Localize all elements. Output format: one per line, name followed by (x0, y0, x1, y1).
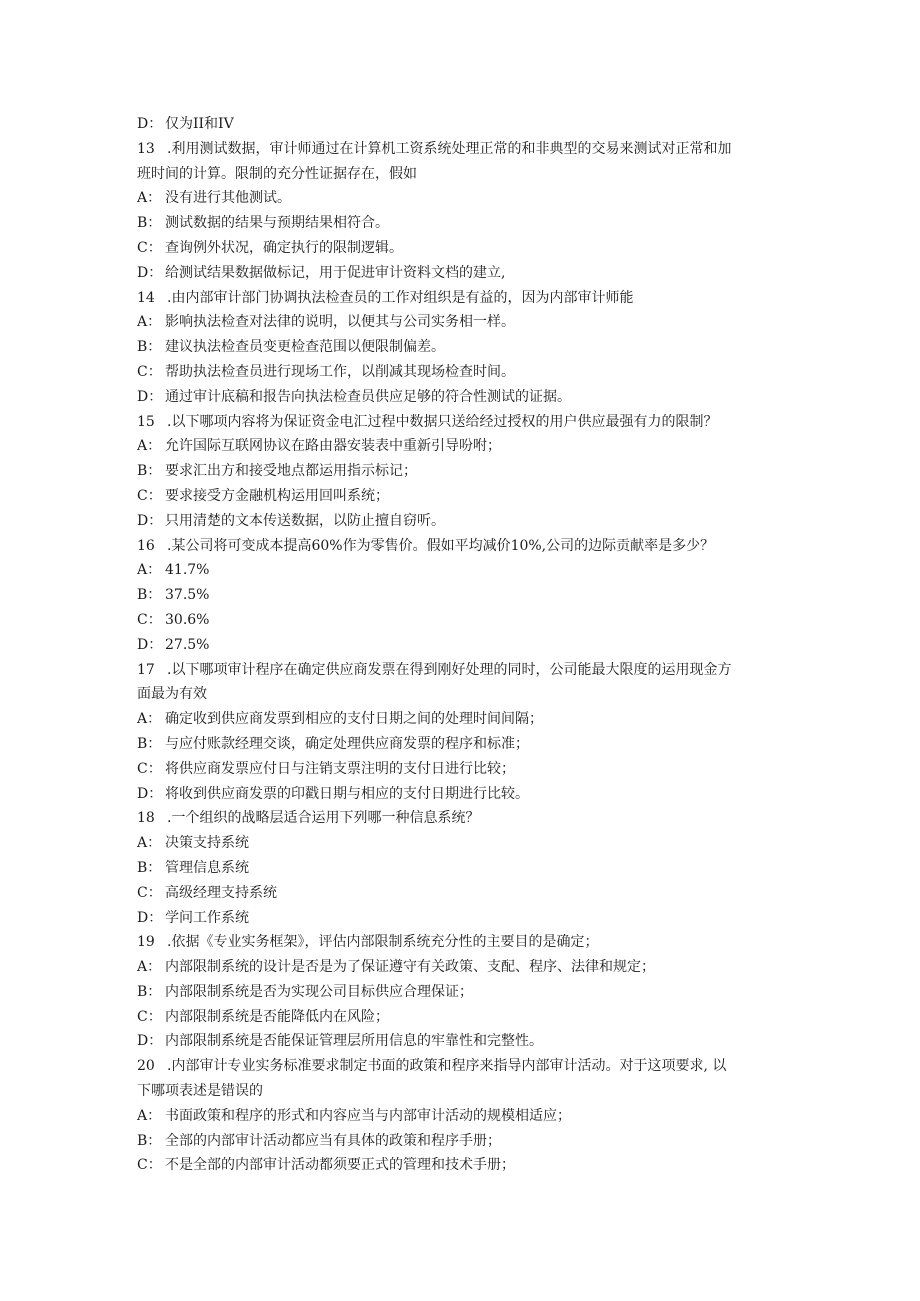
option-label: A： (137, 438, 162, 455)
option-label: C： (137, 884, 162, 901)
option-label: C： (137, 760, 162, 777)
option-text: 将收到供应商发票的印戳日期与相应的支付日期进行比较。 (165, 785, 529, 802)
answer-option (137, 211, 797, 236)
question-stem (137, 806, 797, 831)
option-text: 书面政策和程序的形式和内容应当与内部审计活动的规模相适应； (165, 1107, 571, 1124)
question-text: .内部审计专业实务标准要求制定书面的政策和程序来指导内部审计活动。对于这项要求, 以 (167, 1058, 727, 1075)
answer-option (137, 434, 797, 459)
question-stem (137, 137, 797, 162)
answer-option (137, 633, 797, 658)
answer-option (137, 459, 797, 484)
question-number: 17 (137, 661, 155, 678)
option-text: 内部限制系统的设计是否是为了保证遵守有关政策、支配、程序、法律和规定； (165, 959, 655, 976)
option-text: 内部限制系统是否能降低内在风险； (165, 1008, 389, 1025)
option-text: 测试数据的结果与预期结果相符合。 (165, 215, 389, 232)
option-label: B： (137, 587, 162, 604)
option-label: C： (137, 1008, 162, 1025)
option-label: A： (137, 190, 162, 207)
option-text: 允许国际互联网协议在路由器安装表中重新引导吩咐； (165, 438, 501, 455)
question-text: .某公司将可变成本提高60%作为零售价。假如平均减价10%,公司的边际贡献率是多少？ (167, 537, 715, 554)
answer-option (137, 261, 797, 286)
question-number: 14 (137, 289, 155, 306)
answer-option (137, 1129, 797, 1154)
answer-option (137, 732, 797, 757)
option-label: D： (137, 512, 163, 529)
answer-option (137, 707, 797, 732)
question-stem (137, 534, 797, 559)
answer-option (137, 782, 797, 807)
option-text: 内部限制系统是否为实现公司目标供应合理保证； (165, 983, 473, 1000)
question-number: 18 (137, 810, 155, 827)
option-text: 给测试结果数据做标记，用于促进审计资料文档的建立, (165, 264, 506, 281)
option-label: C： (137, 1157, 162, 1174)
answer-option (137, 906, 797, 931)
question-stem (137, 658, 797, 683)
question-text: .利用测试数据，审计师通过在计算机工资系统处理正常的和非典型的交易来测试对正常和加 (167, 140, 732, 157)
option-text: 高级经理支持系统 (165, 884, 277, 901)
option-text: 帮助执法检查员进行现场工作，以削减其现场检查时间。 (165, 363, 515, 380)
answer-option (137, 980, 797, 1005)
option-text: 不是全部的内部审计活动都须要正式的管理和技术手册； (165, 1157, 515, 1174)
answer-option (137, 608, 797, 633)
option-text: 全部的内部审计活动都应当有具体的政策和程序手册； (165, 1132, 501, 1149)
question-text: .以下哪项内容将为保证资金电汇过程中数据只送给经过授权的用户供应最强有力的限制？ (167, 413, 718, 430)
answer-option (137, 757, 797, 782)
option-text: 决策支持系统 (165, 835, 249, 852)
answer-option (137, 186, 797, 211)
question-stem (137, 286, 797, 311)
answer-option (137, 310, 797, 335)
answer-option (137, 509, 797, 534)
option-label: D： (137, 1033, 163, 1050)
question-text-continued: 面最为有效 (137, 686, 207, 703)
question-number: 13 (137, 140, 155, 157)
answer-option (137, 236, 797, 261)
option-label: C： (137, 239, 162, 256)
option-text: 要求接受方金融机构运用回叫系统； (165, 487, 389, 504)
answer-option (137, 360, 797, 385)
option-label: B： (137, 859, 162, 876)
option-text: 查询例外状况，确定执行的限制逻辑。 (165, 239, 403, 256)
option-label: A： (137, 711, 162, 728)
question-text: .一个组织的战略层适合运用下列哪一种信息系统？ (167, 810, 480, 827)
option-text: 影响执法检查对法律的说明，以便其与公司实务相一样。 (165, 314, 515, 331)
option-label: B： (137, 735, 162, 752)
option-label: A： (137, 1107, 162, 1124)
option-label: A： (137, 562, 162, 579)
option-label: A： (137, 959, 162, 976)
answer-option (137, 335, 797, 360)
question-text: .依据《专业实务框架》，评估内部限制系统充分性的主要目的是确定； (167, 934, 599, 951)
option-label: A： (137, 835, 162, 852)
question-stem (137, 1054, 797, 1079)
option-label: B： (137, 1132, 162, 1149)
option-text: 只用清楚的文本传送数据，以防止擅自窃听。 (165, 512, 445, 529)
answer-option (137, 112, 797, 137)
option-text: 建议执法检查员变更检查范围以便限制偏差。 (165, 339, 445, 356)
option-text: 管理信息系统 (165, 859, 249, 876)
option-label: D： (137, 636, 163, 653)
option-text: 37.5% (165, 587, 210, 604)
option-text: 27.5% (165, 636, 210, 653)
question-text: .以下哪项审计程序在确定供应商发票在得到刚好处理的同时，公司能最大限度的运用现金方 (167, 661, 732, 678)
document-body (137, 112, 797, 1178)
answer-option (137, 1153, 797, 1178)
option-text: 没有进行其他测试。 (165, 190, 291, 207)
option-text: 30.6% (165, 611, 210, 628)
option-text: 将供应商发票应付日与注销支票注明的支付日进行比较； (165, 760, 515, 777)
option-label: D： (137, 388, 163, 405)
option-label: A： (137, 314, 162, 331)
question-text-continued: 班时间的计算。限制的充分性证据存在，假如 (137, 165, 417, 182)
answer-option (137, 856, 797, 881)
question-stem (137, 410, 797, 435)
option-label: C： (137, 487, 162, 504)
option-text: 41.7% (165, 562, 210, 579)
option-label: D： (137, 116, 163, 132)
option-label: B： (137, 983, 162, 1000)
option-label: B： (137, 463, 162, 480)
answer-option (137, 831, 797, 856)
option-label: D： (137, 264, 163, 281)
option-text: 仅为II和IV (165, 116, 234, 132)
answer-option (137, 1104, 797, 1129)
option-text: 通过审计底稿和报告向执法检查员供应足够的符合性测试的证据。 (165, 388, 571, 405)
answer-option (137, 881, 797, 906)
option-label: C： (137, 363, 162, 380)
option-label: D： (137, 785, 163, 802)
option-label: B： (137, 339, 162, 356)
option-label: D： (137, 909, 163, 926)
answer-option (137, 1005, 797, 1030)
answer-option (137, 1029, 797, 1054)
question-stem (137, 930, 797, 955)
question-number: 20 (137, 1058, 155, 1075)
question-text: .由内部审计部门协调执法检查员的工作对组织是有益的，因为内部审计师能 (167, 289, 634, 306)
option-text: 内部限制系统是否能保证管理层所用信息的牢靠性和完整性。 (165, 1033, 543, 1050)
option-text: 与应付账款经理交谈，确定处理供应商发票的程序和标准； (165, 735, 529, 752)
answer-option (137, 484, 797, 509)
answer-option (137, 955, 797, 980)
option-text: 要求汇出方和接受地点都运用指示标记； (165, 463, 417, 480)
question-number: 16 (137, 537, 155, 554)
question-text-continued: 下哪项表述是错误的 (137, 1083, 263, 1100)
question-number: 15 (137, 413, 155, 430)
option-text: 学问工作系统 (165, 909, 249, 926)
option-label: B： (137, 215, 162, 232)
answer-option (137, 385, 797, 410)
option-text: 确定收到供应商发票到相应的支付日期之间的处理时间间隔； (165, 711, 543, 728)
answer-option (137, 558, 797, 583)
question-number: 19 (137, 934, 155, 951)
option-label: C： (137, 611, 162, 628)
answer-option (137, 583, 797, 608)
